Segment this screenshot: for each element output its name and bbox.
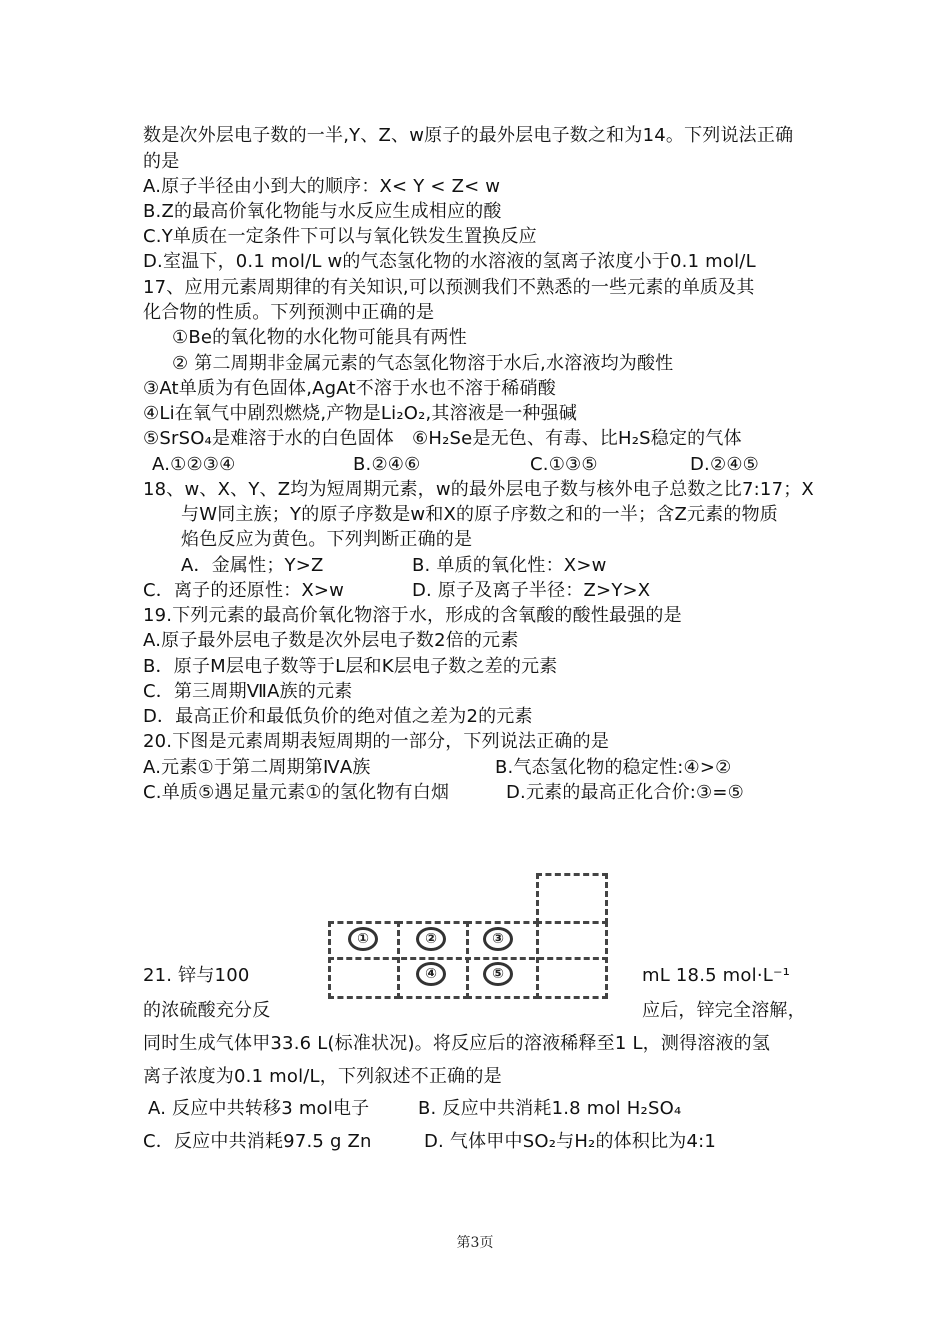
periodic-table-fragment — [328, 873, 608, 999]
question-stem: 同时生成气体甲33.6 L(标准状况)。将反应后的溶液稀释至1 L，测得溶液的氢 — [143, 1033, 771, 1054]
question-stem: 焰色反应为黄色。下列判断正确的是 — [181, 529, 473, 550]
question-stem: 18、w、X、Y、Z均为短周期元素，w的最外层电子数与核外电子总数之比7:17；X — [143, 479, 814, 500]
statement-4: ④Li在氧气中剧烈燃烧,产物是Li₂O₂,其溶液是一种强碱 — [143, 403, 578, 424]
option-b: B. 单质的氧化性：X>w — [412, 555, 607, 576]
question-stem: 化合物的性质。下列预测中正确的是 — [143, 302, 435, 323]
option-a: A.①②③④ — [152, 454, 236, 475]
option-c: C．反应中共消耗97.5 g Zn — [143, 1131, 372, 1152]
option-a: A．金属性；Y>Z — [181, 555, 324, 576]
option-d: D.元素的最高正化合价:③=⑤ — [506, 782, 745, 803]
option-c: C.单质⑤遇足量元素①的氢化物有白烟 — [143, 782, 450, 803]
option-b: B. 反应中共消耗1.8 mol H₂SO₄ — [418, 1098, 682, 1119]
option-d: D.室温下，0.1 mol/L w的气态氢化物的水溶液的氢离子浓度小于0.1 mol/L — [143, 251, 756, 272]
element-4-label: ④ — [416, 962, 446, 986]
option-b: B.气态氢化物的稳定性:④>② — [495, 757, 732, 778]
statement-5: ⑤SrSO₄是难溶于水的白色固体 — [143, 428, 394, 449]
option-b: B.②④⑥ — [353, 454, 421, 475]
statement-1: ①Be的氧化物的水化物可能具有两性 — [172, 327, 467, 348]
text-line: 的是 — [143, 151, 180, 172]
statement-6: ⑥H₂Se是无色、有毒、比H₂S稳定的气体 — [412, 428, 742, 449]
option-d: D．最高正价和最低负价的绝对值之差为2的元素 — [143, 706, 533, 727]
option-d: D. 气体甲中SO₂与H₂的体积比为4:1 — [424, 1131, 717, 1152]
statement-3: ③At单质为有色固体,AgAt不溶于水也不溶于稀硝酸 — [143, 378, 556, 399]
option-d: D. 原子及离子半径：Z>Y>X — [412, 580, 651, 601]
option-a: A.原子最外层电子数是次外层电子数2倍的元素 — [143, 630, 519, 651]
option-c: C.Y单质在一定条件下可以与氧化铁发生置换反应 — [143, 226, 537, 247]
page-number: 第3页 — [456, 1235, 494, 1251]
option-c: C．离子的还原性：X>w — [143, 580, 345, 601]
element-1-label: ① — [348, 927, 378, 951]
question-stem: mL 18.5 mol·L⁻¹ — [642, 965, 791, 986]
table-cell-empty — [536, 873, 608, 924]
option-a: A. 反应中共转移3 mol电子 — [148, 1098, 370, 1119]
element-2-label: ② — [416, 927, 446, 951]
option-b: B．原子M层电子数等于L层和K层电子数之差的元素 — [143, 656, 558, 677]
question-stem: 的浓硫酸充分反 — [143, 1000, 271, 1021]
option-a: A.元素①于第二周期第ⅣA族 — [143, 757, 371, 778]
element-5-label: ⑤ — [483, 962, 513, 986]
option-c: C.①③⑤ — [530, 454, 598, 475]
question-stem: 20.下图是元素周期表短周期的一部分，下列说法正确的是 — [143, 731, 610, 752]
question-stem: 17、应用元素周期律的有关知识,可以预测我们不熟悉的一些元素的单质及其 — [143, 277, 755, 298]
element-3-label: ③ — [483, 927, 513, 951]
option-c: C．第三周期ⅦA族的元素 — [143, 681, 353, 702]
question-stem: 21. 锌与100 — [143, 965, 250, 986]
question-stem: 与W同主族；Y的原子序数是w和X的原子序数之和的一半；含Z元素的物质 — [181, 504, 778, 525]
option-a: A.原子半径由小到大的顺序：X< Y < Z< w — [143, 176, 501, 197]
question-stem: 19.下列元素的最高价氧化物溶于水，形成的含氧酸的酸性最强的是 — [143, 605, 682, 626]
question-stem: 应后，锌完全溶解， — [642, 1000, 806, 1021]
question-stem: 离子浓度为0.1 mol/L，下列叙述不正确的是 — [143, 1066, 502, 1087]
option-b: B.Z的最高价氧化物能与水反应生成相应的酸 — [143, 201, 502, 222]
text-line: 数是次外层电子数的一半,Y、Z、w原子的最外层电子数之和为14。下列说法正确 — [143, 125, 794, 146]
option-d: D.②④⑤ — [690, 454, 759, 475]
statement-2: ② 第二周期非金属元素的气态氢化物溶于水后,水溶液均为酸性 — [172, 353, 674, 374]
